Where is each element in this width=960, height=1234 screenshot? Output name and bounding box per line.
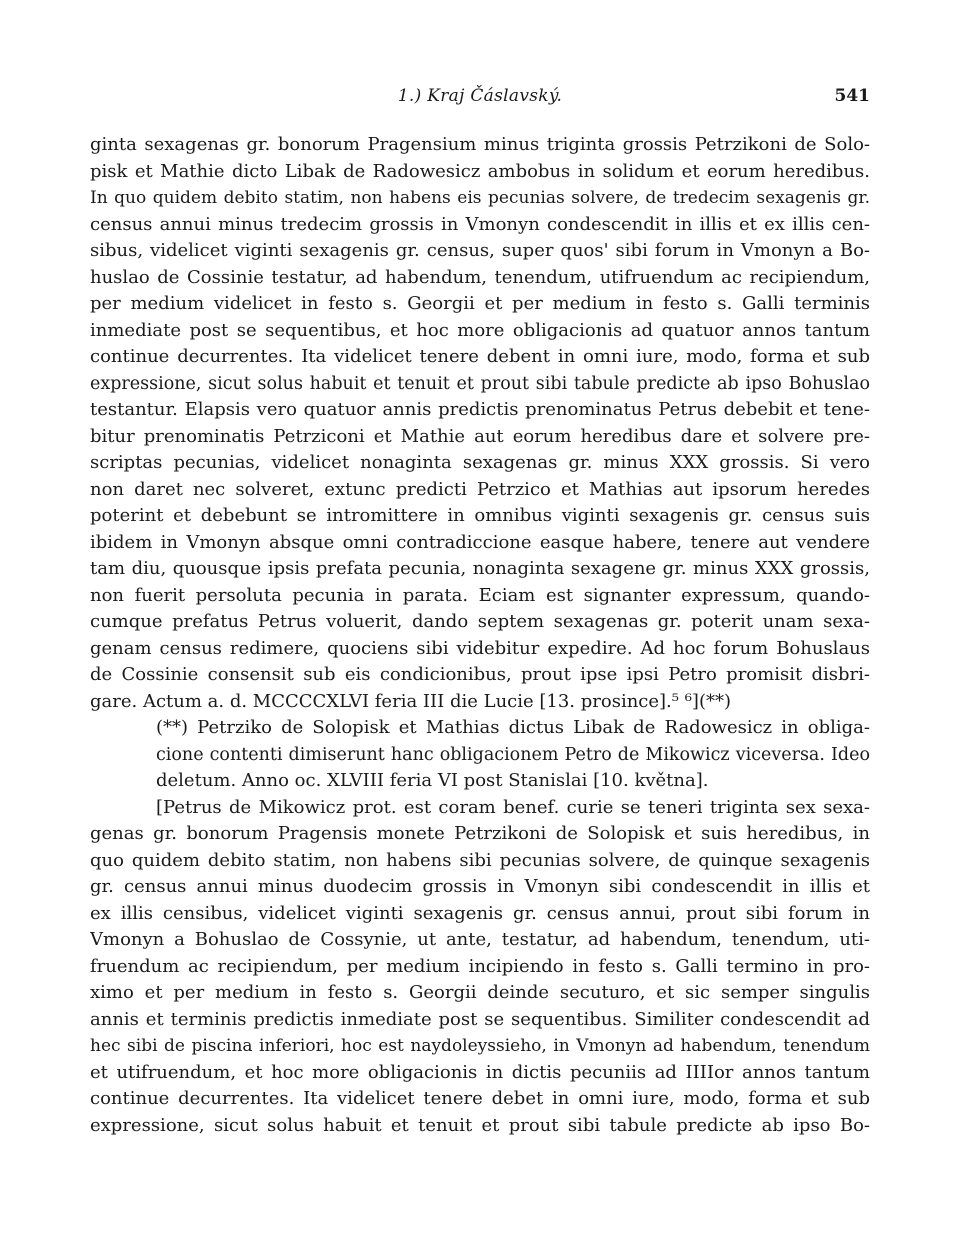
- text-line: tam diu, quousque ipsis prefata pecunia, nonaginta sexagene gr. minus XXX grossis,: [90, 558, 870, 579]
- text-line: huslao de Cossinie testatur, ad habendum, tenendum, utifruendum ac recipiendum,: [90, 266, 870, 288]
- text-line: non fuerit persoluta pecunia in parata. Eciam est signanter expressum, quando-: [90, 584, 870, 606]
- text-line: genam census redimere, quociens sibi videbitur expedire. Ad hoc forum Bohuslaus: [90, 637, 870, 659]
- text-line: pisk et Mathie dicto Libak de Radowesicz ambobus in solidum et eorum heredibus.: [90, 160, 870, 182]
- body-text: [90, 132, 870, 1139]
- text-line: continue decurrentes. Ita videlicet tenere debent in omni iure, modo, forma et sub: [90, 346, 870, 367]
- text-line: inmediate post se sequentibus, et hoc more obligacionis ad quatuor annos tantum: [90, 319, 870, 341]
- text-line: cumque prefatus Petrus voluerit, dando septem sexagenas gr. poterit unam sexa-: [90, 611, 870, 632]
- text-line: expressione, sicut solus habuit et tenuit et prout sibi tabule predicte ab ipso Bo-: [90, 1114, 870, 1136]
- note-line: deletum. Anno oc. XLVIII feria VI post Stanislai [10. května].: [156, 770, 709, 791]
- text-line: sibus, videlicet viginti sexagenis gr. census, super quos' sibi forum in Vmonyn a Bo-: [90, 240, 870, 261]
- text-line: Vmonyn a Bohuslao de Cossynie, ut ante, testatur, ad habendum, tenendum, uti-: [90, 929, 870, 950]
- text-line: testantur. Elapsis vero quatuor annis predictis prenominatus Petrus debebit et tene-: [90, 399, 870, 420]
- text-line: ex illis censibus, videlicet viginti sexagenis gr. census annui, prout sibi forum in: [90, 902, 870, 924]
- text-line: quo quidem debito statim, non habens sibi pecunias solvere, de quinque sexagenis: [90, 849, 870, 871]
- deletion-note: [90, 715, 870, 795]
- text-line: gare. Actum a. d. MCCCCXLVI feria III die Lucie [13. prosince].⁵ ⁶](**): [90, 690, 731, 712]
- text-line: expressione, sicut solus habuit et tenuit et prout sibi tabule predicte ab ipso Bohuslao: [90, 373, 870, 394]
- running-head: 1.) Kraj Čáslavský.: [397, 86, 563, 106]
- text-line: per medium videlicet in festo s. Georgii et per medium in festo s. Galli terminis: [90, 293, 870, 314]
- text-line: non daret nec solveret, extunc predicti Petrzico et Mathias aut ipsorum heredes: [90, 478, 870, 500]
- note-line: (**) Petrziko de Solopisk et Mathias dictus Libak de Radowesicz in obliga-: [156, 717, 870, 738]
- page-number: 541: [834, 86, 870, 106]
- text-line: ibidem in Vmonyn absque omni contradiccione easque habere, tenere aut vendere: [90, 531, 870, 553]
- text-line: census annui minus tredecim grossis in Vmonyn condescendit in illis et ex illis cen-: [90, 213, 870, 235]
- text-line: continue decurrentes. Ita videlicet tenere debet in omni iure, modo, forma et sub: [90, 1088, 870, 1109]
- text-line: ginta sexagenas gr. bonorum Pragensium minus triginta grossis Petrzikoni de Solo-: [90, 134, 870, 155]
- text-line: scriptas pecunias, videlicet nonaginta sexagenas gr. minus XXX grossis. Si vero: [90, 452, 870, 473]
- text-line: annis et terminis predictis inmediate post se sequentibus. Similiter condescendit ad: [90, 1008, 870, 1030]
- text-line: ximo et per medium in festo s. Georgii deinde secuturo, et sic semper singulis: [90, 982, 870, 1003]
- page-header: [90, 86, 870, 114]
- text-line: hec sibi de piscina inferiori, hoc est naydoleyssieho, in Vmonyn ad habendum, tenendum: [90, 1036, 870, 1056]
- text-line: [Petrus de Mikowicz prot. est coram benef. curie se teneri triginta sex sexa-: [156, 796, 870, 818]
- text-line: de Cossinie consensit sub eis condicionibus, prout ipse ipsi Petro promisit disbri-: [90, 664, 870, 685]
- text-line: gr. census annui minus duodecim grossis in Vmonyn sibi condescendit in illis et: [90, 876, 870, 897]
- note-line: cione contenti dimiserunt hanc obligacionem Petro de Mikowicz viceversa. Ideo: [156, 744, 870, 765]
- text-line: In quo quidem debito statim, non habens eis pecunias solvere, de tredecim sexagenis gr.: [90, 188, 870, 208]
- text-line: et utifruendum, et hoc more obligacionis in dictis pecuniis ad IIIIor annos tantum: [90, 1061, 870, 1083]
- text-line: bitur prenominatis Petrziconi et Mathie aut eorum heredibus dare et solvere pre-: [90, 425, 870, 447]
- second-entry: [90, 795, 870, 1140]
- text-line: fruendum ac recipiendum, per medium incipiendo in festo s. Galli termino in pro-: [90, 955, 870, 977]
- main-paragraph: [90, 132, 870, 715]
- text-line: poterint et debebunt se intromittere in omnibus viginti sexagenis gr. census suis: [90, 505, 870, 526]
- text-line: genas gr. bonorum Pragensis monete Petrzikoni de Solopisk et suis heredibus, in: [90, 823, 870, 844]
